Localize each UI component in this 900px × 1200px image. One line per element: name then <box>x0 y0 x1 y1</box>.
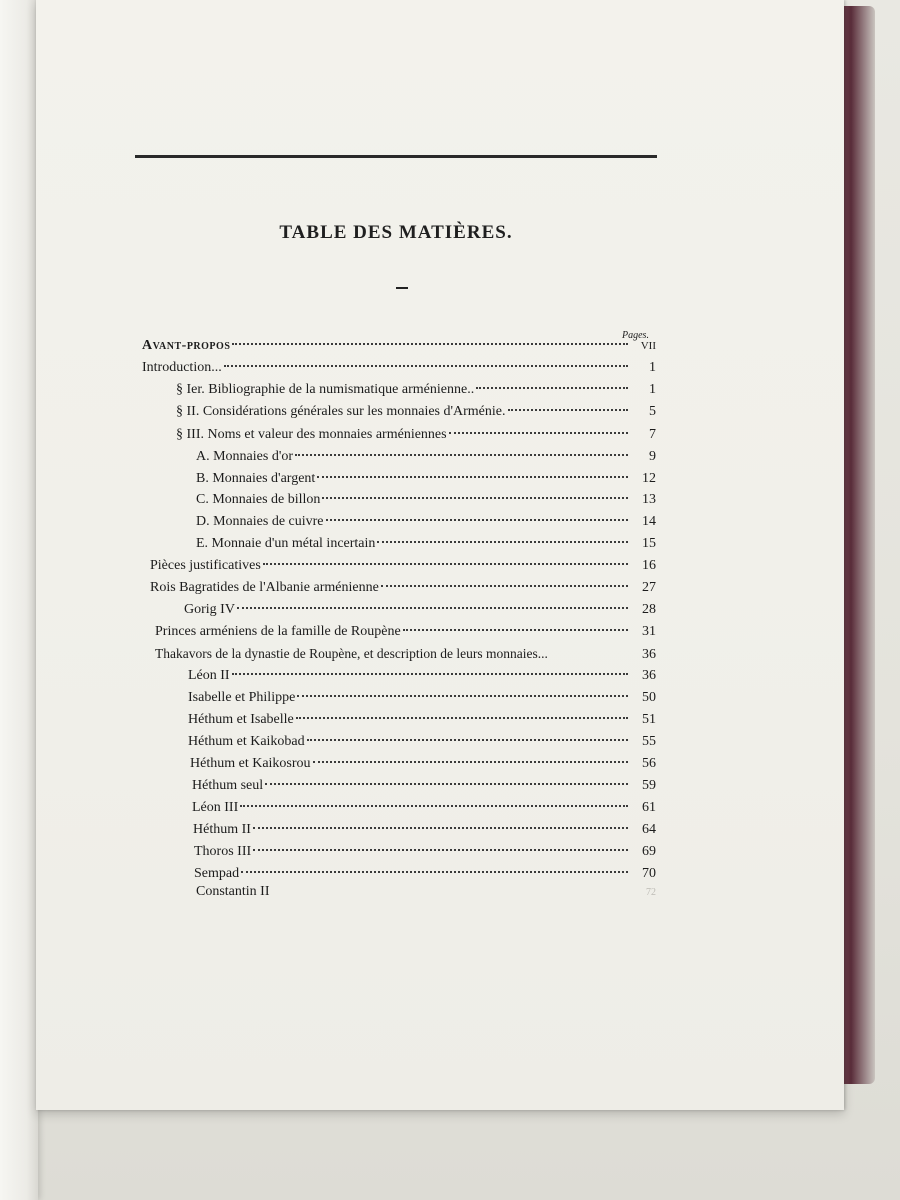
toc-entry <box>193 822 656 844</box>
toc-entry-label: C. Monnaies de billon <box>196 492 321 507</box>
toc-entry <box>176 404 656 426</box>
dot-leader <box>232 343 628 345</box>
toc-entry <box>155 624 656 646</box>
toc-entry-label: Thakavors de la dynastie de Roupène, et description de leurs monnaies... <box>155 646 548 661</box>
toc-entry-label: § II. Considérations générales sur les monnaies d'Arménie. <box>176 404 506 419</box>
pages-column-label: Pages. <box>622 330 649 341</box>
toc-entry <box>194 844 656 866</box>
toc-entry <box>196 536 656 558</box>
toc-entry-page: 56 <box>642 756 656 771</box>
dot-leader <box>508 409 629 411</box>
dot-leader <box>253 827 628 829</box>
toc-entry-page: 69 <box>642 844 656 859</box>
toc-entry-label: Héthum et Kaikosrou <box>190 756 311 771</box>
toc-entry <box>196 884 656 906</box>
toc-entry <box>190 756 656 778</box>
dot-leader <box>381 585 628 587</box>
dot-leader <box>295 454 628 456</box>
toc-entry-page: 72 <box>646 887 656 898</box>
toc-entry-label: Introduction... <box>142 360 222 375</box>
dot-leader <box>317 476 628 478</box>
toc-entry-label: E. Monnaie d'un métal incertain <box>196 536 376 551</box>
toc-entry-label: Avant-propos <box>142 338 231 353</box>
toc-entry <box>176 427 656 449</box>
dot-leader <box>297 695 628 697</box>
dot-leader <box>224 365 628 367</box>
dot-leader <box>265 783 628 785</box>
toc-entry-label: § III. Noms et valeur des monnaies arméniennes <box>176 427 447 442</box>
dot-leader <box>253 849 628 851</box>
toc-entry <box>196 492 656 514</box>
toc-entry-label: Sempad <box>194 866 240 881</box>
toc-entry-page: 28 <box>642 602 656 617</box>
toc-entry-label: Léon III <box>192 800 239 815</box>
dot-leader <box>476 387 628 389</box>
toc-entry-label: Constantin II <box>196 884 270 899</box>
toc-entry-page: 70 <box>642 866 656 881</box>
toc-entry-label: Isabelle et Philippe <box>188 690 296 705</box>
toc-entry-page: 61 <box>642 800 656 815</box>
toc-entry <box>188 690 656 712</box>
toc-entry-page: 5 <box>649 404 656 419</box>
dot-leader <box>240 805 628 807</box>
facing-page-edge <box>0 0 38 1200</box>
dot-leader <box>232 673 628 675</box>
toc-entry-label: Pièces justificatives <box>150 558 261 573</box>
toc-entry-label: B. Monnaies d'argent <box>196 471 316 486</box>
toc-entry <box>196 514 656 536</box>
toc-entry-page: 9 <box>649 449 656 464</box>
toc-entry <box>192 800 656 822</box>
toc-entry-page: 16 <box>642 558 656 573</box>
toc-entry-label: Héthum et Isabelle <box>188 712 294 727</box>
toc-entry-page: 51 <box>642 712 656 727</box>
toc-entry <box>188 668 656 690</box>
dot-leader <box>296 717 628 719</box>
toc-entry-label: A. Monnaies d'or <box>196 449 294 464</box>
toc-entry <box>155 646 656 668</box>
toc-entry <box>188 734 656 756</box>
toc-entry-page: 64 <box>642 822 656 837</box>
toc-entry-label: D. Monnaies de cuivre <box>196 514 324 529</box>
toc-entry-label: § Ier. Bibliographie de la numismatique arménienne.. <box>176 382 475 397</box>
toc-entry-page: 59 <box>642 778 656 793</box>
toc-entry <box>142 338 656 360</box>
toc-entry <box>176 382 656 404</box>
toc-entry-label: Héthum et Kaikobad <box>188 734 305 749</box>
dot-leader <box>307 739 628 741</box>
dot-leader <box>377 541 628 543</box>
toc-entry-label: Princes arméniens de la famille de Roupène <box>155 624 401 639</box>
toc-entry-page: 50 <box>642 690 656 705</box>
page-title: TABLE DES MATIÈRES. <box>279 222 513 243</box>
toc-entry-page: 1 <box>649 360 656 375</box>
toc-entry-page: 13 <box>642 492 656 507</box>
toc-entry <box>188 712 656 734</box>
toc-entry-page: 15 <box>642 536 656 551</box>
title-dash <box>396 287 408 289</box>
toc-entry-page: VII <box>640 340 656 352</box>
toc-entry-label: Héthum seul <box>192 778 264 793</box>
dot-leader <box>263 563 628 565</box>
dot-leader <box>322 497 628 499</box>
header-rule <box>135 155 657 158</box>
toc-entry-page: 36 <box>642 647 656 662</box>
toc-entry-page: 7 <box>649 427 656 442</box>
toc-entry-page: 1 <box>649 382 656 397</box>
toc-entry-page: 14 <box>642 514 656 529</box>
dot-leader <box>241 871 628 873</box>
toc-entry <box>150 558 656 580</box>
dot-leader <box>326 519 628 521</box>
toc-entry <box>142 360 656 382</box>
toc-entry-page: 36 <box>642 668 656 683</box>
toc-entry-page: 31 <box>642 624 656 639</box>
toc-entry-label: Gorig IV <box>184 602 235 617</box>
toc-entry <box>150 580 656 602</box>
toc-entry <box>196 471 656 493</box>
dot-leader <box>449 432 628 434</box>
dot-leader <box>403 629 628 631</box>
toc-entry-page: 12 <box>642 471 656 486</box>
toc-entry-page: 55 <box>642 734 656 749</box>
toc-entry-label: Héthum II <box>193 822 251 837</box>
dot-leader <box>313 761 628 763</box>
toc-entry-label: Thoros III <box>194 844 252 859</box>
toc-entry-label: Léon II <box>188 668 230 683</box>
toc-entry-label: Rois Bagratides de l'Albanie arménienne <box>150 580 379 595</box>
toc-entry <box>184 602 656 624</box>
toc-entry-page: 27 <box>642 580 656 595</box>
toc-entry <box>192 778 656 800</box>
toc-entry <box>196 449 656 471</box>
dot-leader <box>237 607 628 609</box>
